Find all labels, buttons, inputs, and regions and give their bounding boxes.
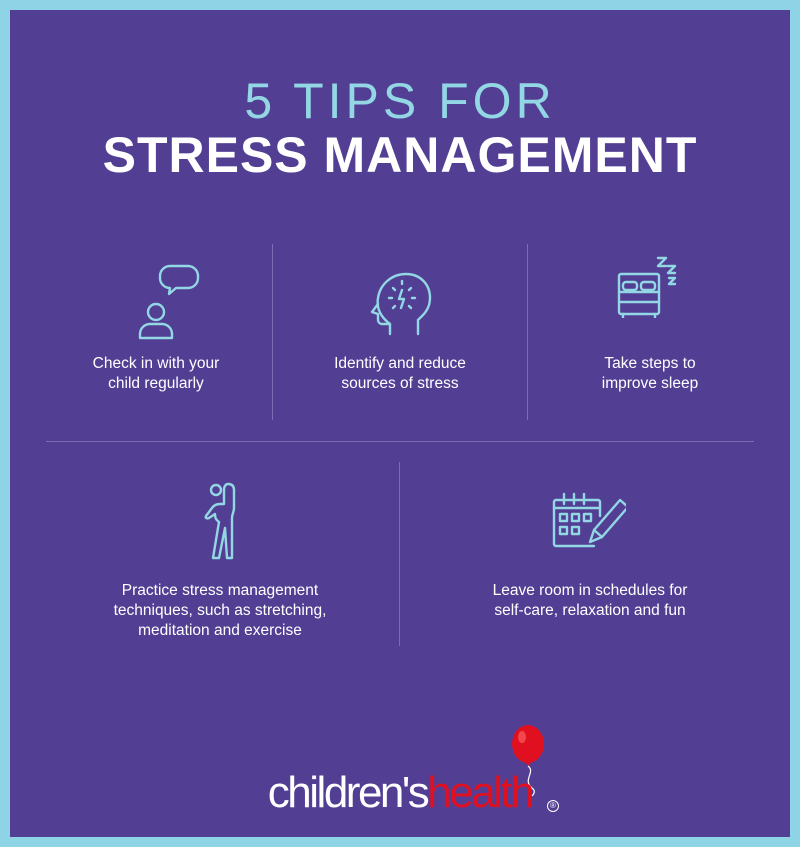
infographic-card: [10, 10, 790, 837]
head-brain-icon: [368, 268, 434, 338]
title-line-1: 5 TIPS FOR: [244, 73, 556, 129]
divider-vertical-1: [272, 244, 273, 420]
title-line-2: STRESS MANAGEMENT: [102, 127, 698, 183]
divider-vertical-3: [399, 462, 400, 646]
bed-sleep-icon: [613, 252, 683, 318]
tip-2-text: [310, 354, 490, 394]
tip-4-line-2: techniques, such as stretching,: [113, 602, 327, 619]
calendar-pencil-icon: [550, 488, 626, 552]
tip-1-line-1: Check in with your: [92, 355, 220, 372]
tip-4-line-3: meditation and exercise: [138, 622, 302, 639]
divider-vertical-2: [527, 244, 528, 420]
tip-3-text: [570, 354, 730, 394]
tip-3-line-1: Take steps to: [604, 355, 696, 372]
logo-part-childrens: children's: [267, 768, 428, 817]
tip-2-line-1: Identify and reduce: [334, 355, 466, 372]
tip-5-line-1: Leave room in schedules for: [492, 582, 688, 599]
stretching-person-icon: [202, 480, 246, 562]
tip-3-line-2: improve sleep: [601, 375, 699, 392]
childrens-health-logo: [10, 768, 790, 818]
logo-part-health: health: [427, 768, 533, 817]
speech-person-icon: [132, 260, 202, 342]
tip-4-text: [90, 581, 350, 641]
tip-1-line-2: child regularly: [108, 375, 204, 392]
tip-1-text: [76, 354, 236, 394]
divider-horizontal: [46, 441, 754, 442]
tip-5-line-2: self-care, relaxation and fun: [494, 602, 686, 619]
registered-mark: ®: [547, 800, 559, 812]
tip-4-line-1: Practice stress management: [121, 582, 319, 599]
tip-5-text: [460, 581, 720, 621]
tip-2-line-2: sources of stress: [341, 375, 459, 392]
